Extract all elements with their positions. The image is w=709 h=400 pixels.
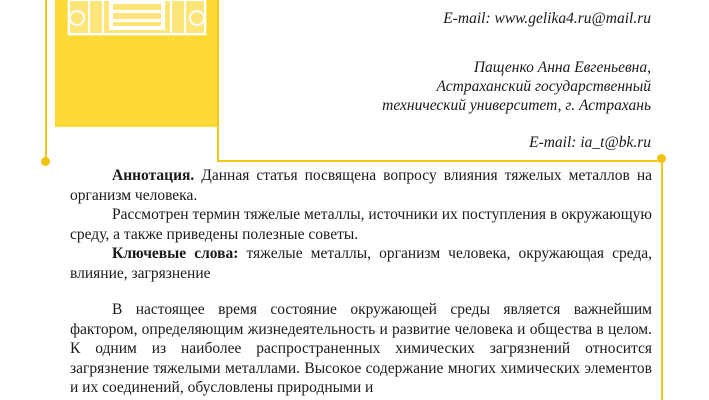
decorative-header-block (55, 0, 218, 127)
keywords-text: тяжелые металлы, организм человека, окружающая среда, влияние, загрязнение (70, 245, 653, 282)
abstract-section (70, 166, 652, 283)
frame-bottom-line (217, 160, 662, 162)
main-paragraph-1: В настоящее время состояние окружающей среды является важнейшим фактором, определяющим жизнедеятельность и развитие человека и общества в целом. К одним из наиболее распространенных химических загрязнений относится загрязнение тяжелыми металлами. Высокое содержание многих химических элементов и их соединений, обусловлены природными и (70, 301, 652, 396)
frame-inner-line (217, 0, 219, 162)
author2-affiliation: технический университет, г. Астрахань (382, 97, 651, 114)
author1-email: E-mail: www.gelika4.ru@mail.ru (443, 10, 651, 27)
author2-org: Астраханский государственный (436, 78, 651, 95)
author2-name: Пащенко Анна Евгеньевна, (473, 59, 651, 76)
abstract-label: Аннотация. (112, 167, 195, 184)
abstract-paragraph-2: Рассмотрен термин тяжелые металлы, источники их поступления в окружающую среду, а также приведены полезные советы. (70, 206, 652, 243)
frame-dot-left (41, 157, 50, 166)
frame-dot-right (657, 154, 666, 163)
abstract-paragraph (70, 166, 652, 205)
main-text-section (70, 300, 652, 398)
frame-left-line (45, 0, 47, 162)
logo-graphic-icon (67, 0, 207, 40)
keywords-paragraph (70, 244, 652, 283)
abstract-text: Данная статья посвящена вопросу влияния тяжелых металлов на организм человека. (70, 167, 653, 204)
author2-email: E-mail: ia_t@bk.ru (529, 134, 651, 151)
frame-right-line (661, 162, 663, 400)
keywords-label: Ключевые слова: (112, 245, 239, 262)
